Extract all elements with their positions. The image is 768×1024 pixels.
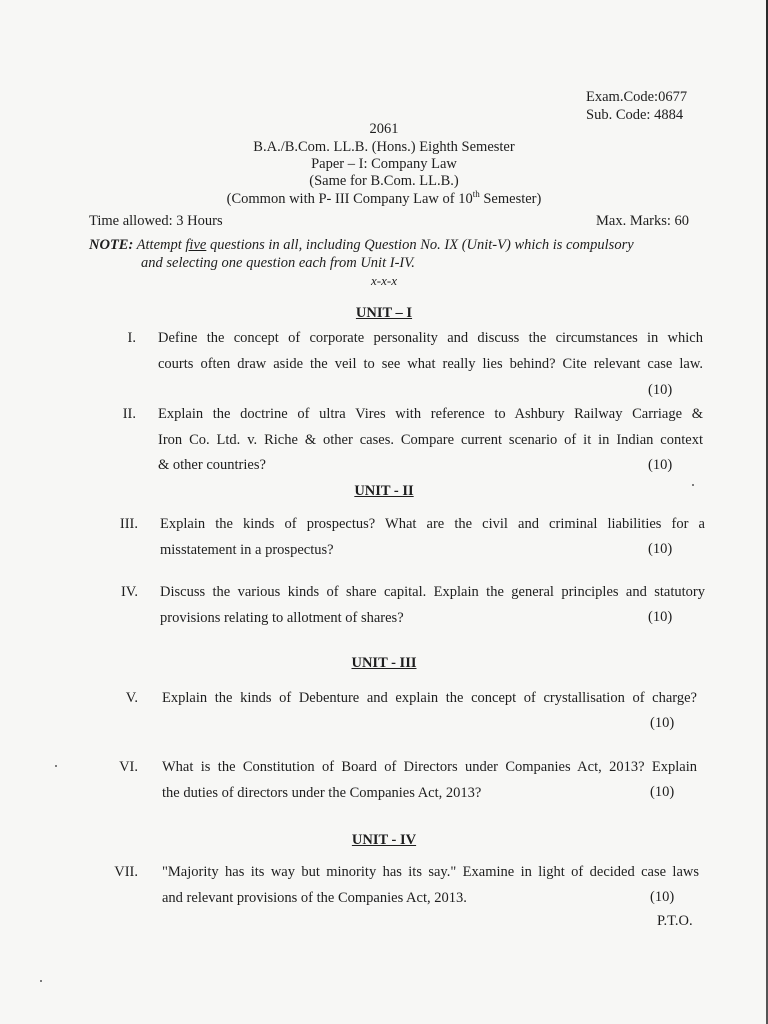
- question-number: V.: [125, 690, 138, 706]
- question-number: III.: [119, 516, 138, 532]
- exam-codes: [586, 88, 687, 124]
- question-marks: (10): [650, 715, 675, 731]
- question-text: Explain the doctrine of ultra Vires with reference to Ashbury Railway Carriage & Iron Co. Ltd. v. Riche & other cases. Compare current scenario of it in Indian context & other countries?: [158, 406, 703, 473]
- scan-speck: [40, 980, 42, 982]
- question-number: VI.: [119, 759, 138, 775]
- question-text: Explain the kinds of prospectus? What are the civil and criminal liabilities for a misstatement in a prospectus?: [160, 516, 705, 558]
- question-text: "Majority has its way but minority has its say." Examine in light of decided case laws and relevant provisions of the Companies Act, 2013.: [162, 864, 699, 906]
- separator: x-x-x: [371, 273, 397, 288]
- question-marks: (10): [648, 541, 673, 557]
- question-text: What is the Constitution of Board of Directors under Companies Act, 2013? Explain the duties of directors under the Companies Act, 2013?: [162, 759, 697, 801]
- paper-title: Paper – I: Company Law: [311, 156, 457, 172]
- scan-speck: [55, 765, 57, 767]
- question-marks: (10): [648, 382, 673, 398]
- note-label: NOTE:: [89, 237, 134, 253]
- question-text: Define the concept of corporate personality and discuss the circumstances in which courts often draw aside the veil to see what really lies behind? Cite relevant case law.: [158, 330, 703, 372]
- course-title: B.A./B.Com. LL.B. (Hons.) Eighth Semester: [253, 139, 515, 155]
- sub-code: Sub. Code: 4884: [586, 107, 684, 123]
- paper-number: 2061: [369, 121, 399, 137]
- question-number: II.: [122, 406, 136, 422]
- unit-heading: UNIT - IV: [351, 832, 417, 848]
- instructions-note: NOTE: Attempt five questions in all, including Question No. IX (Unit-V) which is compulsory and selecting one question each from Unit I-IV.: [89, 237, 634, 271]
- unit-heading: UNIT – I: [355, 305, 413, 321]
- time-allowed: Time allowed: 3 Hours: [89, 213, 223, 229]
- exam-code: Exam.Code:0677: [586, 89, 688, 105]
- question-number: VII.: [114, 864, 138, 880]
- common-with-note: (Common with P- III Company Law of 10th Semester): [226, 189, 542, 207]
- max-marks: Max. Marks: 60: [596, 213, 690, 229]
- question-number: IV.: [120, 584, 138, 600]
- question-marks: (10): [648, 457, 673, 473]
- same-for-note: (Same for B.Com. LL.B.): [309, 173, 459, 189]
- scan-speck: [692, 484, 694, 486]
- question-number: I.: [127, 330, 136, 346]
- pto-label: P.T.O.: [657, 913, 693, 929]
- question-text: Discuss the various kinds of share capital. Explain the general principles and statutory provisions relating to allotment of shares?: [160, 584, 705, 626]
- unit-heading: UNIT - III: [351, 655, 417, 671]
- question-marks: (10): [648, 609, 673, 625]
- question-text: Explain the kinds of Debenture and explain the concept of crystallisation of charge?: [162, 690, 697, 706]
- question-marks: (10): [650, 784, 675, 800]
- question-marks: (10): [650, 889, 675, 905]
- unit-heading: UNIT - II: [354, 483, 414, 499]
